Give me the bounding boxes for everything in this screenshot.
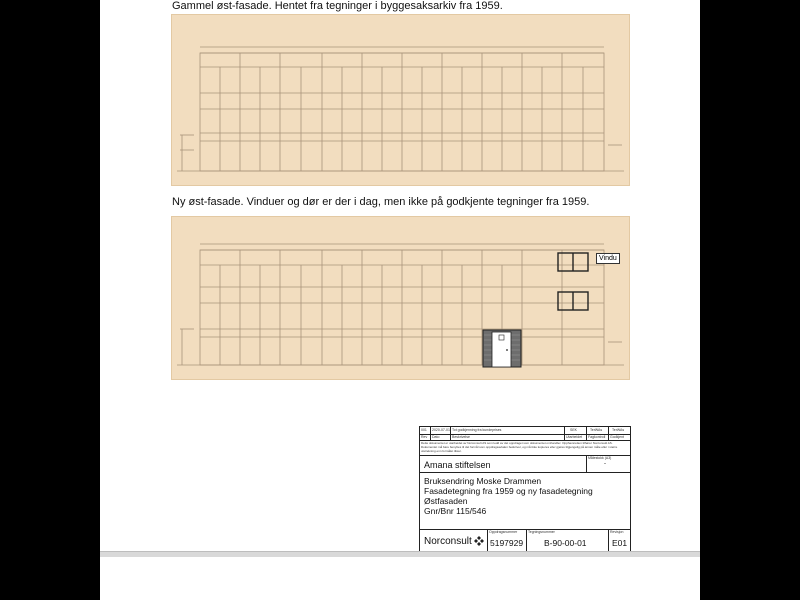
project-description	[424, 476, 593, 516]
project-line-1: Bruksendring Moske Drammen	[424, 476, 542, 486]
project-line-3: Østfasaden	[424, 496, 468, 506]
old-facade-caption: Gammel øst-fasade. Hentet fra tegninger i byggesaksarkiv fra 1959.	[172, 0, 503, 12]
rev-header-approved-by: Godkjent	[610, 435, 625, 439]
rev-description: Tot godkjenning fra kundeprises	[452, 428, 502, 432]
scale-label: Målestokk (A3)	[588, 456, 612, 460]
scale-value: -	[604, 461, 606, 467]
rev-header-date: Dato	[432, 435, 440, 439]
project-line-2: Fasadetegning fra 1959 og ny fasadetegning	[424, 486, 593, 496]
old-facade-svg	[172, 15, 629, 185]
rev-date: 2020-07-01	[432, 428, 450, 432]
new-facade-drawing	[171, 216, 630, 380]
revisjon-label: Revisjon	[610, 530, 624, 534]
oppdrag-value: 5197929	[490, 538, 524, 548]
rev-drawn-by: SEK	[570, 428, 578, 432]
new-facade-svg	[172, 217, 629, 379]
diamond-cluster-icon	[474, 536, 484, 546]
new-facade-caption: Ny øst-fasade. Vinduer og dør er der i dag, men ikke på godkjente tegninger fra 1959.	[172, 196, 590, 208]
disclaimer-notes: Dette dokumentet er utarbeidet av Norconsult AS som ledd av det oppdraget som dokumentet omhandler. Opphavsretten tilhører Norconsult AS. Dokumentet må bare benyttes til det formål som oppdragsavtalen beskriver, og må ikke kopieres eller gjøres tilgjengelig på annen måte eller i større utstrekning enn formålet tilsier.	[421, 441, 618, 454]
client-name: Amana stiftelsen	[424, 460, 491, 470]
company-name: Norconsult	[424, 536, 472, 547]
rev-number: 001	[421, 428, 427, 432]
rev-approved-by: TerWAs	[612, 428, 625, 432]
tegning-value: B-90-00-01	[544, 538, 587, 548]
rev-header-description: Beskrivelse	[452, 435, 470, 439]
document-page	[100, 0, 700, 600]
added-windows	[558, 253, 588, 310]
rev-header-drawn-by: Utarbeidet	[566, 435, 583, 439]
rev-header-checked-by: Fagkontroll	[588, 435, 606, 439]
project-line-4: Gnr/Bnr 115/546	[424, 506, 487, 516]
old-facade-drawing	[171, 14, 630, 186]
added-door	[483, 330, 521, 367]
oppdrag-label: Oppdragsnummer	[489, 530, 518, 534]
rev-checked-by: TerWAs	[590, 428, 603, 432]
tegning-label: Tegningsnummer	[528, 530, 555, 534]
title-block	[419, 426, 631, 552]
window-annotation-label: Vindu	[596, 253, 620, 264]
revisjon-value: E01	[612, 538, 628, 548]
rev-header-rev: Rev	[421, 435, 428, 439]
page-separator	[100, 551, 700, 557]
